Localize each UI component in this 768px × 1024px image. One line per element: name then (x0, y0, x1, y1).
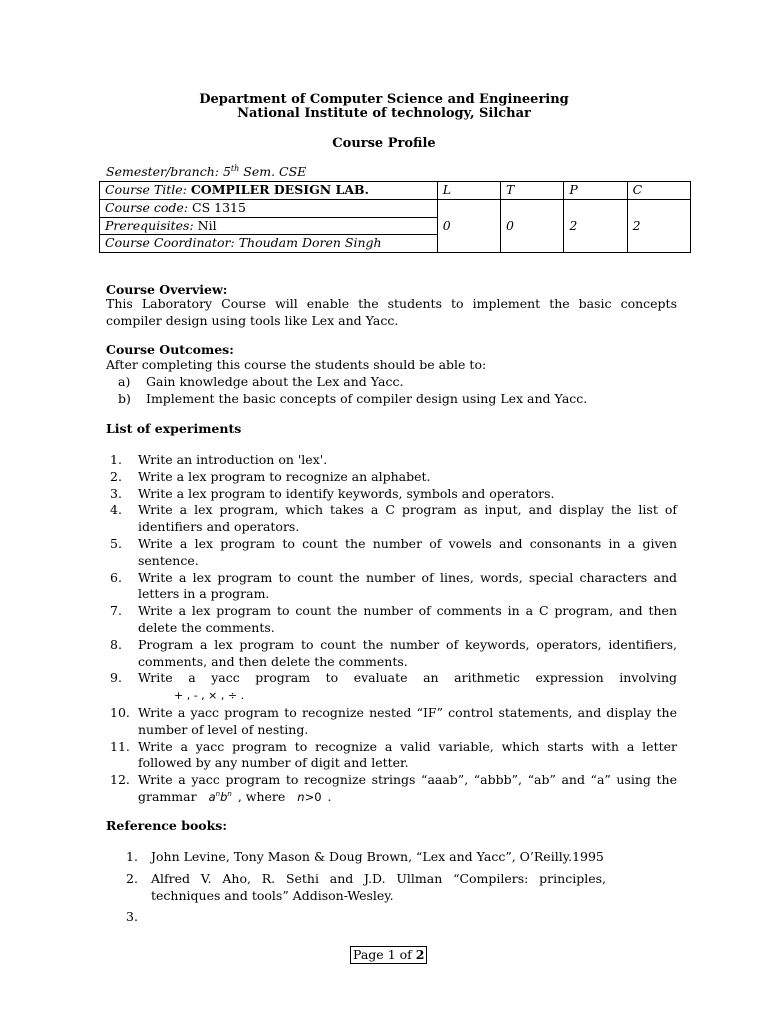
coordinator-cell (100, 235, 438, 253)
item-text: Write a yacc program to recognize strings “aaab”, “abbb”, “ab” and “a” using the grammar (138, 772, 677, 804)
item-number: 2. (110, 468, 122, 484)
course-code-value: CS 1315 (192, 199, 246, 215)
ltpc-header-p: P (564, 182, 627, 200)
list-item (110, 772, 677, 806)
item-text: John Levine, Tony Mason & Doug Brown, “Lex and Yacc”, O’Reilly.1995 (151, 849, 604, 864)
item-number: 4. (110, 502, 122, 518)
operator-symbols: + , - , × , ÷ . (174, 689, 245, 703)
item-number: 7. (110, 603, 122, 619)
outcome-text: Implement the basic concepts of compiler design using Lex and Yacc. (146, 390, 588, 406)
semester-branch (106, 164, 306, 181)
list-item (110, 603, 677, 637)
list-item (126, 871, 606, 905)
doc-title: Course Profile (332, 136, 436, 151)
item-number: 9. (110, 670, 122, 686)
outcome-marker: b) (118, 390, 131, 406)
ltpc-header-l: L (437, 182, 500, 200)
page-number-box (350, 946, 427, 964)
item-number: 6. (110, 569, 122, 585)
list-item (110, 739, 677, 773)
item-number: 5. (110, 535, 122, 551)
item-number: 1. (126, 849, 138, 864)
outcomes-title: Course Outcomes: (106, 342, 234, 357)
item-number: 8. (110, 636, 122, 652)
coordinator-label: Course Coordinator: (105, 235, 235, 251)
prerequisites-cell (100, 217, 438, 235)
overview-title: Course Overview: (106, 282, 228, 297)
condition-n: n (297, 789, 305, 804)
page-prefix: Page (353, 947, 388, 962)
list-item (110, 705, 677, 739)
item-text: Write a lex program to identify keywords, symbols and operators. (138, 485, 555, 501)
overview-text: This Laboratory Course will enable the students to implement the basic concepts compiler design using tools like Lex and Yacc. (106, 296, 677, 328)
list-item (118, 374, 678, 391)
course-title-cell (100, 182, 438, 200)
page-total: 2 (415, 947, 425, 962)
item-text: Write a lex program to count the number of vowels and consonants in a given sentence. (138, 535, 677, 568)
item-text: Write a lex program to count the number of comments in a C program, and then delete the comments. (138, 603, 677, 635)
ltpc-value-p: 2 (564, 199, 627, 252)
item-number: 1. (110, 452, 122, 467)
item-number: 3. (126, 909, 138, 925)
item-text: Write a lex program, which takes a C program as input, and display the list of identifiers and operators. (138, 502, 677, 535)
page-of: of (395, 947, 416, 962)
outcomes-intro: After completing this course the students should be able to: (106, 357, 487, 372)
ltpc-value-c: 2 (627, 199, 690, 252)
formula-a-exponent: n (215, 790, 221, 799)
course-info-table (99, 181, 691, 253)
table-row (100, 182, 691, 200)
list-item (110, 570, 677, 604)
item-text: Alfred V. Aho, R. Sethi and J.D. Ullman “Compilers: principles, techniques and tools” Addison-Wesley. (151, 870, 606, 903)
ltpc-value-t: 0 (501, 199, 564, 252)
prerequisites-label: Prerequisites: (105, 217, 194, 233)
course-code-label: Course code: (105, 199, 189, 215)
grammar-formula (209, 790, 232, 804)
department-heading: Department of Computer Science and Engineering (199, 92, 569, 107)
list-item (110, 469, 677, 486)
condition-formula (297, 790, 321, 804)
item-text: Write an introduction on 'lex'. (138, 452, 328, 467)
outcome-text: Gain knowledge about the Lex and Yacc. (146, 374, 404, 389)
semester-suffix: Sem. CSE (239, 164, 307, 179)
where-text: , where (237, 788, 286, 804)
list-item (110, 502, 677, 536)
semester-prefix: Semester/branch: 5 (106, 164, 231, 179)
list-item (110, 670, 677, 705)
references-list (126, 849, 606, 925)
condition-rest: >0 (304, 789, 322, 804)
ltpc-value-l: 0 (437, 199, 500, 252)
experiments-list (110, 452, 677, 806)
prerequisites-value: Nil (197, 217, 217, 233)
table-row (100, 199, 691, 217)
end-period: . (327, 788, 332, 804)
item-number: 12. (110, 772, 130, 788)
references-title: Reference books: (106, 818, 227, 833)
list-item (110, 452, 677, 469)
item-text: Write a yacc program to recognize a valid variable, which starts with a letter followed by any number of digit and letter. (138, 738, 677, 771)
formula-a: a (208, 789, 216, 804)
course-title-value: COMPILER DESIGN LAB. (190, 182, 369, 197)
coordinator-value: Thoudam Doren Singh (238, 235, 382, 251)
list-item (110, 536, 677, 570)
outcomes-list (118, 374, 678, 408)
page-current: 1 (387, 947, 396, 962)
item-number: 10. (110, 704, 130, 720)
semester-sup: th (230, 163, 240, 173)
ltpc-header-c: C (627, 182, 690, 200)
outcome-marker: a) (118, 374, 131, 389)
item-number: 2. (126, 870, 138, 886)
course-code-cell (100, 199, 438, 217)
institute-heading: National Institute of technology, Silchar (237, 106, 531, 121)
course-title-label: Course Title: (105, 182, 187, 197)
item-text: Write a lex program to recognize an alphabet. (138, 468, 431, 484)
ltpc-header-t: T (501, 182, 564, 200)
list-item (126, 849, 606, 866)
formula-b-exponent: n (227, 790, 232, 799)
item-number: 3. (110, 485, 122, 501)
list-item (118, 391, 678, 408)
item-text: Write a yacc program to recognize nested “IF” control statements, and display the number of level of nesting. (138, 704, 677, 737)
list-item (110, 486, 677, 503)
item-text: Write a lex program to count the number of lines, words, special characters and letters in a program. (138, 569, 677, 602)
list-item (110, 637, 677, 671)
item-text: Program a lex program to count the number of keywords, operators, identifiers, comments, and then delete the comments. (138, 636, 677, 669)
item-number: 11. (110, 738, 130, 754)
formula-b: b (220, 789, 228, 804)
experiments-title: List of experiments (106, 421, 242, 436)
item-text: Write a yacc program to evaluate an arithmetic expression involving (138, 670, 677, 686)
